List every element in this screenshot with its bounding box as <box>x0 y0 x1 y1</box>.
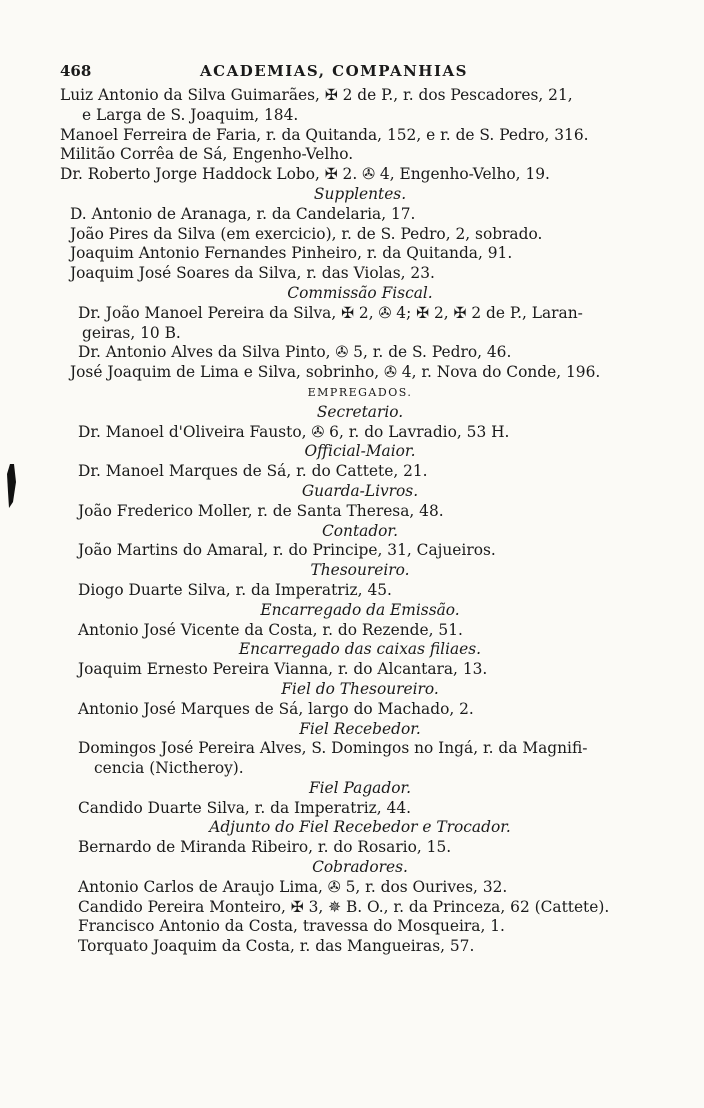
entry-line: Dr. Manoel d'Oliveira Fausto, ✇ 6, r. do Lavradio, 53 H. <box>78 422 510 441</box>
directory-listing <box>60 86 660 957</box>
entry-line: Domingos José Pereira Alves, S. Domingos no Ingá, r. da Magnifi- <box>78 739 588 758</box>
entry-continuation: e Larga de S. Joaquim, 184. <box>82 105 299 124</box>
entry-line: Antonio José Marques de Sá, largo do Machado, 2. <box>78 699 474 718</box>
entry-line: João Martins do Amaral, r. do Principe, 31, Cajueiros. <box>78 541 496 560</box>
section-heading: Encarregado da Emissão. <box>260 600 460 619</box>
entry-continuation: cencia (Nictheroy). <box>94 759 244 778</box>
entry-line: Francisco Antonio da Costa, travessa do Mosqueira, 1. <box>78 917 505 936</box>
section-heading: Fiel Pagador. <box>308 778 412 797</box>
entry-line: Antonio José Vicente da Costa, r. do Rezende, 51. <box>78 620 463 639</box>
page-header <box>60 62 660 84</box>
section-heading: EMPREGADOS. <box>307 385 413 399</box>
entry-line: Joaquim Antonio Fernandes Pinheiro, r. da Quitanda, 91. <box>70 244 513 263</box>
entry-line: Manoel Ferreira de Faria, r. da Quitanda, 152, e r. de S. Pedro, 316. <box>60 125 589 144</box>
entry-line: Bernardo de Miranda Ribeiro, r. do Rosario, 15. <box>78 838 452 857</box>
section-heading: Thesoureiro. <box>310 561 410 580</box>
entry-line: Militão Corrêa de Sá, Engenho-Velho. <box>60 145 354 164</box>
entry-line: Candido Duarte Silva, r. da Imperatriz, 44. <box>78 798 412 817</box>
entry-line: D. Antonio de Aranaga, r. da Candelaria, 17. <box>70 204 416 223</box>
section-heading: Encarregado das caixas filiaes. <box>238 640 482 659</box>
entry-line: José Joaquim de Lima e Silva, sobrinho, ✇ 4, r. Nova do Conde, 196. <box>70 363 601 382</box>
section-heading: Fiel do Thesoureiro. <box>281 679 439 698</box>
entry-line: Candido Pereira Monteiro, ✠ 3, ✵ B. O., r. da Princeza, 62 (Cattete). <box>78 897 610 916</box>
entry-line: Joaquim José Soares da Silva, r. das Violas, 23. <box>70 264 435 283</box>
section-heading: Adjunto do Fiel Recebedor e Trocador. <box>209 818 511 837</box>
margin-ink-mark <box>4 462 18 510</box>
section-heading: Secretario. <box>316 402 404 421</box>
section-heading: Fiel Recebedor. <box>299 719 421 738</box>
entry-line: João Frederico Moller, r. de Santa Theresa, 48. <box>78 501 444 520</box>
section-heading: Official-Maior. <box>304 442 416 461</box>
section-heading: Guarda-Livros. <box>301 481 419 500</box>
entry-continuation: geiras, 10 B. <box>82 323 181 342</box>
running-head: ACADEMIAS, COMPANHIAS <box>200 62 468 80</box>
entry-line: Antonio Carlos de Araujo Lima, ✇ 5, r. dos Ourives, 32. <box>78 877 508 896</box>
entry-line: Dr. João Manoel Pereira da Silva, ✠ 2, ✇ 4; ✠ 2, ✠ 2 de P., Laran- <box>78 303 583 322</box>
page-number: 468 <box>60 62 92 80</box>
entry-line: Dr. Antonio Alves da Silva Pinto, ✇ 5, r. de S. Pedro, 46. <box>78 343 512 362</box>
entry-line: Diogo Duarte Silva, r. da Imperatriz, 45. <box>78 580 392 599</box>
entry-line: Dr. Manoel Marques de Sá, r. do Cattete, 21. <box>78 462 428 481</box>
entry-line: Joaquim Ernesto Pereira Vianna, r. do Alcantara, 13. <box>78 660 488 679</box>
section-heading: Contador. <box>322 521 398 540</box>
entry-line: João Pires da Silva (em exercicio), r. de S. Pedro, 2, sobrado. <box>70 224 543 243</box>
entry-line: Dr. Roberto Jorge Haddock Lobo, ✠ 2. ✇ 4, Engenho-Velho, 19. <box>60 165 550 184</box>
section-heading: Cobradores. <box>312 858 408 877</box>
section-heading: Commissão Fiscal. <box>287 283 433 302</box>
section-heading: Supplentes. <box>313 184 407 203</box>
entry-line: Luiz Antonio da Silva Guimarães, ✠ 2 de P., r. dos Pescadores, 21, <box>60 86 573 104</box>
entry-line: Torquato Joaquim da Costa, r. das Mangueiras, 57. <box>78 937 475 956</box>
